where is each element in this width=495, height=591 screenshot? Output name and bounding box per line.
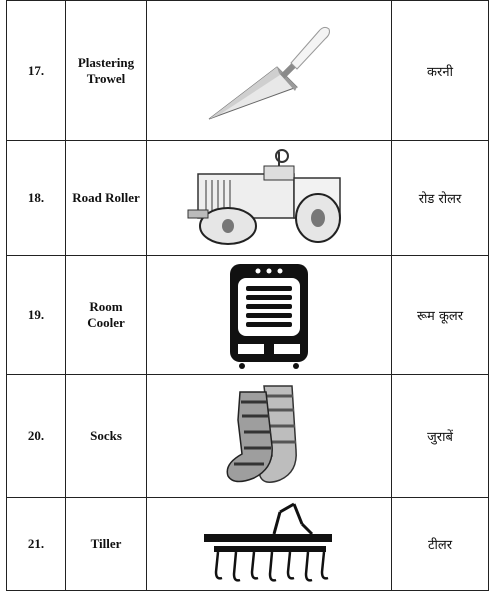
vocabulary-table (6, 0, 489, 591)
tiller-icon (194, 502, 344, 586)
name-line: Trowel (86, 70, 126, 86)
item-english-name (66, 256, 147, 375)
item-number: 17. (7, 1, 66, 141)
item-hindi-name: रूम कूलर (392, 256, 489, 375)
table-row (7, 1, 489, 141)
item-picture-cell (147, 375, 392, 498)
table-row (7, 498, 489, 591)
item-picture-cell (147, 498, 392, 591)
item-number: 19. (7, 256, 66, 375)
item-english-name (66, 141, 147, 256)
name-line: Plastering (77, 54, 135, 70)
item-hindi-name: जुराबें (392, 375, 489, 498)
item-number: 20. (7, 375, 66, 498)
room-cooler-icon (224, 260, 314, 370)
item-english-name (66, 1, 147, 141)
item-hindi-name: करनी (392, 1, 489, 141)
item-english-name (66, 375, 147, 498)
item-picture-cell (147, 141, 392, 256)
road-roller-icon (184, 148, 354, 248)
name-line: Tiller (90, 536, 122, 551)
item-hindi-name: टीलर (392, 498, 489, 591)
item-hindi-name: रोड रोलर (392, 141, 489, 256)
name-line: Room (89, 299, 123, 314)
table-row (7, 256, 489, 375)
table-row (7, 141, 489, 256)
name-line: Road Roller (72, 190, 140, 205)
item-picture-cell (147, 256, 392, 375)
table-row (7, 375, 489, 498)
item-number: 18. (7, 141, 66, 256)
item-picture-cell (147, 1, 392, 141)
item-english-name (66, 498, 147, 591)
name-line: Cooler (87, 315, 125, 330)
socks-icon (214, 380, 324, 492)
name-line: Socks (90, 428, 122, 443)
trowel-icon (199, 11, 339, 131)
item-number: 21. (7, 498, 66, 591)
